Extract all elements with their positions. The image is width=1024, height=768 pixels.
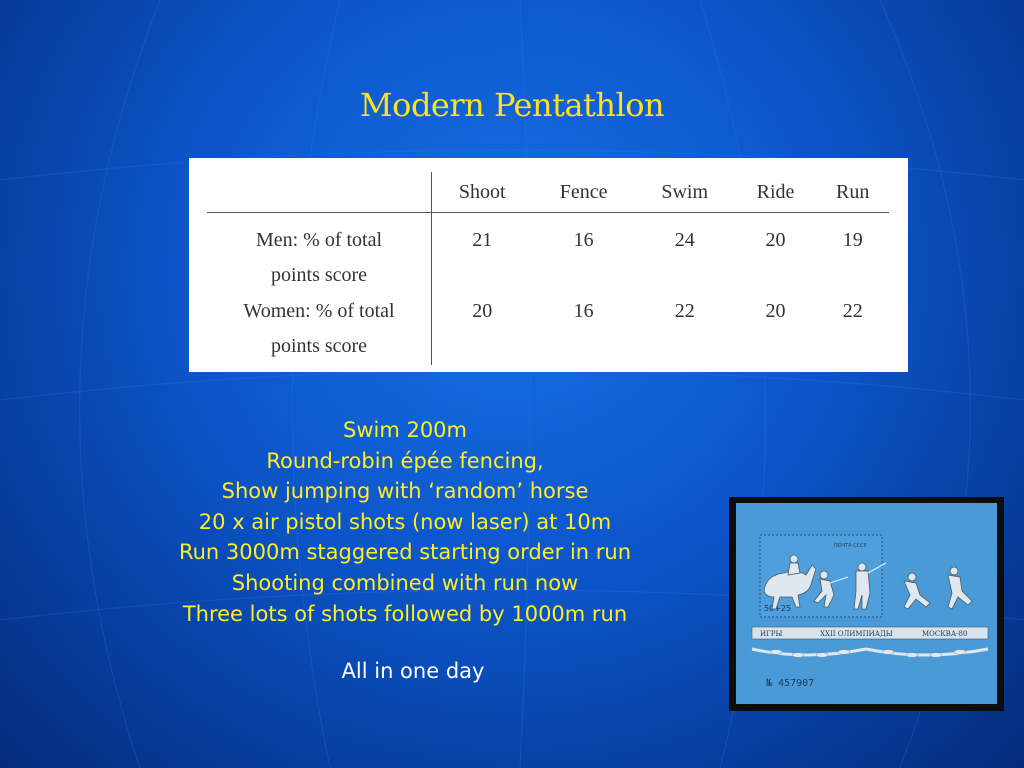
row-label [207, 213, 432, 295]
description-line: 20 x air pistol shots (now laser) at 10m [198, 509, 612, 534]
table-row [207, 294, 889, 365]
column-header: Swim [635, 172, 735, 213]
column-header: Ride [735, 172, 817, 213]
banner-middle-text: XXII ОЛИМПИАДЫ [820, 630, 893, 638]
stamp-illustration [736, 503, 997, 704]
table-cell: 22 [674, 300, 695, 322]
footer-note: All in one day [341, 659, 485, 683]
stamp-header-text: ПОЧТА СССР [834, 543, 867, 549]
table-cell: 24 [674, 229, 695, 251]
row-label-line: Men: % of total [255, 229, 383, 251]
scoring-table [207, 172, 889, 365]
banner-left-text: ИГРЫ [760, 630, 783, 638]
row-label-line: points score [270, 264, 368, 286]
description-line: Three lots of shots followed by 1000m run [182, 601, 628, 626]
description-line: Run 3000m staggered starting order in run [178, 540, 632, 565]
table-cell: 20 [765, 300, 786, 322]
table-header-row [207, 172, 889, 213]
row-label-line: points score [270, 335, 368, 357]
column-header: Shoot [432, 172, 533, 213]
table-cell: 16 [573, 229, 594, 251]
slide-title: Modern Pentathlon [359, 86, 665, 124]
table-row [207, 213, 889, 295]
table-corner-cell [207, 172, 432, 213]
olympic-banner-icon [752, 627, 988, 657]
table-cell: 20 [472, 300, 493, 322]
column-header: Fence [533, 172, 635, 213]
description-line: Shooting combined with run now [231, 570, 579, 595]
stamp-serial-number: № 457907 [766, 678, 815, 689]
banner-right-text: МОСКВА-80 [922, 630, 968, 638]
description-line: Round-robin épée fencing, [266, 448, 544, 473]
row-label [207, 294, 432, 365]
table-cell: 19 [842, 229, 863, 251]
table-cell: 21 [472, 229, 493, 251]
scoring-table-panel [189, 158, 908, 372]
description-line: Show jumping with ‘random’ horse [221, 479, 589, 504]
event-description [110, 415, 700, 629]
table-cell: 16 [573, 300, 594, 322]
olympic-stamp-image [736, 503, 997, 704]
row-label-line: Women: % of total [243, 300, 395, 322]
table-cell: 20 [765, 229, 786, 251]
description-line: Swim 200m [342, 418, 467, 442]
stamp-denomination: 50+25 [764, 604, 792, 613]
column-header: Run [816, 172, 889, 213]
table-cell: 22 [842, 300, 863, 322]
